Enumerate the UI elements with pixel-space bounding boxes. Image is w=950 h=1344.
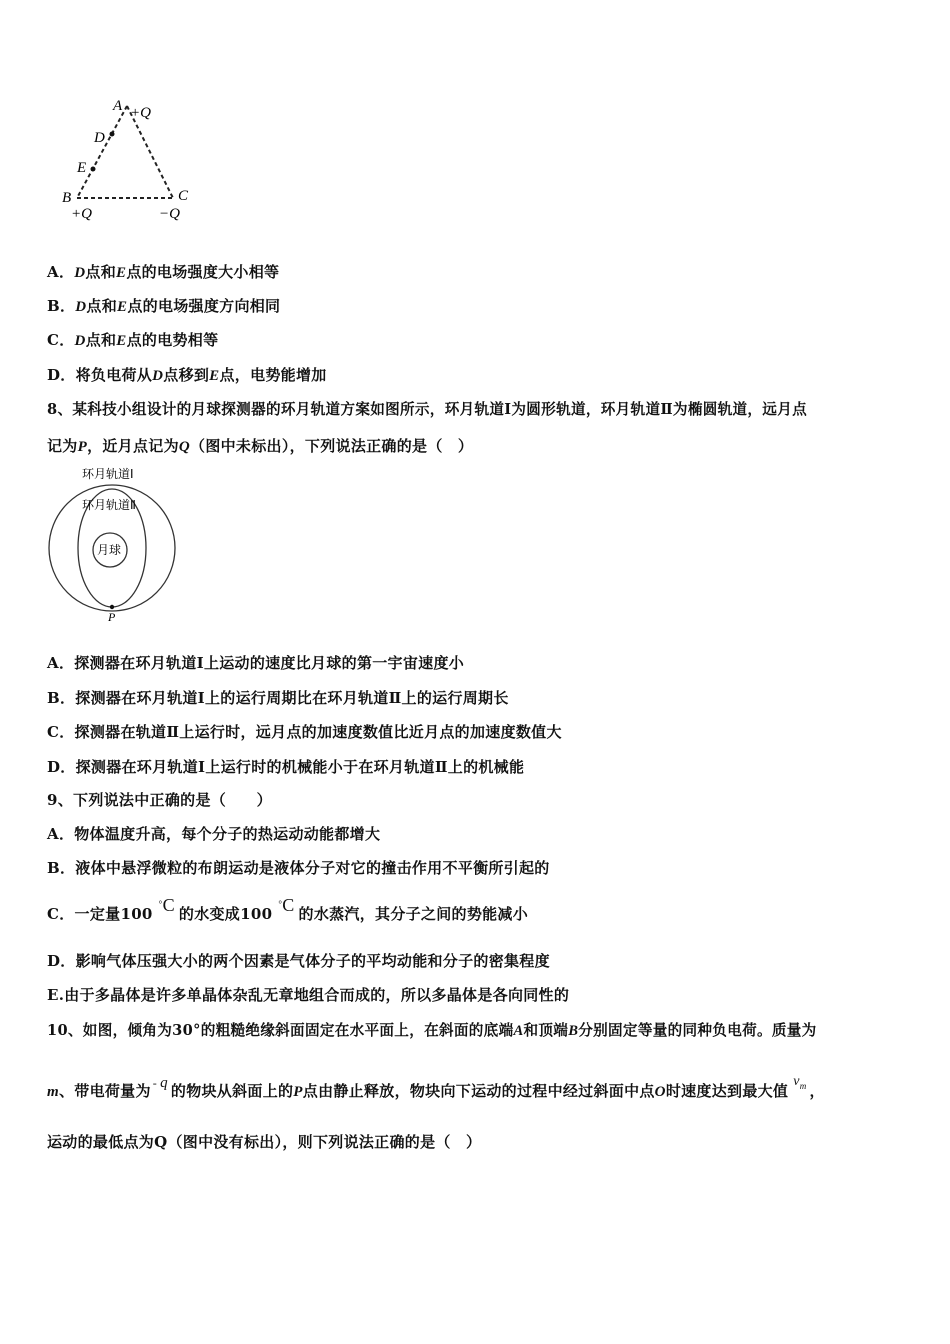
q8-stem-line2: 记为P，近月点记为Q（图中未标出），下列说法正确的是（ ） [47,437,474,455]
q10-stem-line2: m、带电荷量为 - q 的物块从斜面上的P点由静止释放，物块向下运动的过程中经过斜面中点O时速度达到最大值$v^m$ ， [47,1074,825,1100]
label-b-charge: +Q [71,206,92,222]
point-p-label: P [108,610,116,624]
orbit-one-label: 环月轨道Ⅰ [82,467,134,481]
q8-option-a: A．探测器在环月轨道Ⅰ上运动的速度比月球的第一宇宙速度小 [47,654,465,672]
q9-option-c: C．一定量100°C 的水变成100°C 的水蒸汽，其分子之间的势能减小 [47,895,529,923]
q7-option-c: C．D点和E点的电势相等 [47,331,219,349]
q9-option-d: D．影响气体压强大小的两个因素是气体分子的平均动能和分子的密集程度 [47,952,550,970]
label-c: C [178,188,189,204]
point-p-dot [110,605,114,609]
label-c-charge: −Q [159,206,180,222]
q10-stem-line1: 10、如图，倾角为30°的粗糙绝缘斜面固定在水平面上，在斜面的底端A和顶端B分别固定等量的同种负电荷。质量为 [47,1022,817,1039]
q9-option-a: A．物体温度升高，每个分子的热运动动能都增大 [47,825,381,843]
q9-option-e: E.由于多晶体是许多单晶体杂乱无章地组合而成的，所以多晶体是各向同性的 [47,986,570,1004]
orbit-two-label: 环月轨道Ⅱ [82,498,136,512]
triangle-side-ab [77,106,127,198]
q10-stem-line3: 运动的最低点为Q（图中没有标出），则下列说法正确的是（ ） [47,1133,482,1151]
q8-option-d: D．探测器在环月轨道Ⅰ上运行时的机械能小于在环月轨道Ⅱ上的机械能 [47,758,525,776]
q9-option-b: B．液体中悬浮微粒的布朗运动是液体分子对它的撞击作用不平衡所引起的 [47,859,550,877]
point-e-dot [91,167,96,172]
point-d-dot [110,132,115,137]
q7-option-b: B．D点和E点的电场强度方向相同 [47,297,281,315]
q7-option-a: A．D点和E点的电场强度大小相等 [47,263,280,281]
lunar-orbit-figure [44,462,184,627]
label-e: E [77,160,87,176]
label-d: D [94,130,105,146]
label-b: B [62,190,72,206]
q9-stem: 9、下列说法中正确的是（ ） [47,791,272,809]
q8-stem-line1: 8、某科技小组设计的月球探测器的环月轨道方案如图所示，环月轨道Ⅰ为圆形轨道，环月轨道Ⅱ为椭圆轨道，远月点 [47,401,807,418]
q8-option-c: C．探测器在轨道Ⅱ上运行时，远月点的加速度数值比近月点的加速度数值大 [47,723,562,741]
moon-label: 月球 [97,543,122,557]
triangle-charge-figure [55,92,205,227]
q7-option-d: D．将负电荷从D点移到E点，电势能增加 [47,366,327,384]
label-a: A [113,98,123,114]
q8-option-b: B．探测器在环月轨道Ⅰ上的运行周期比在环月轨道Ⅱ上的运行周期长 [47,689,509,707]
label-a-charge: +Q [130,105,151,121]
